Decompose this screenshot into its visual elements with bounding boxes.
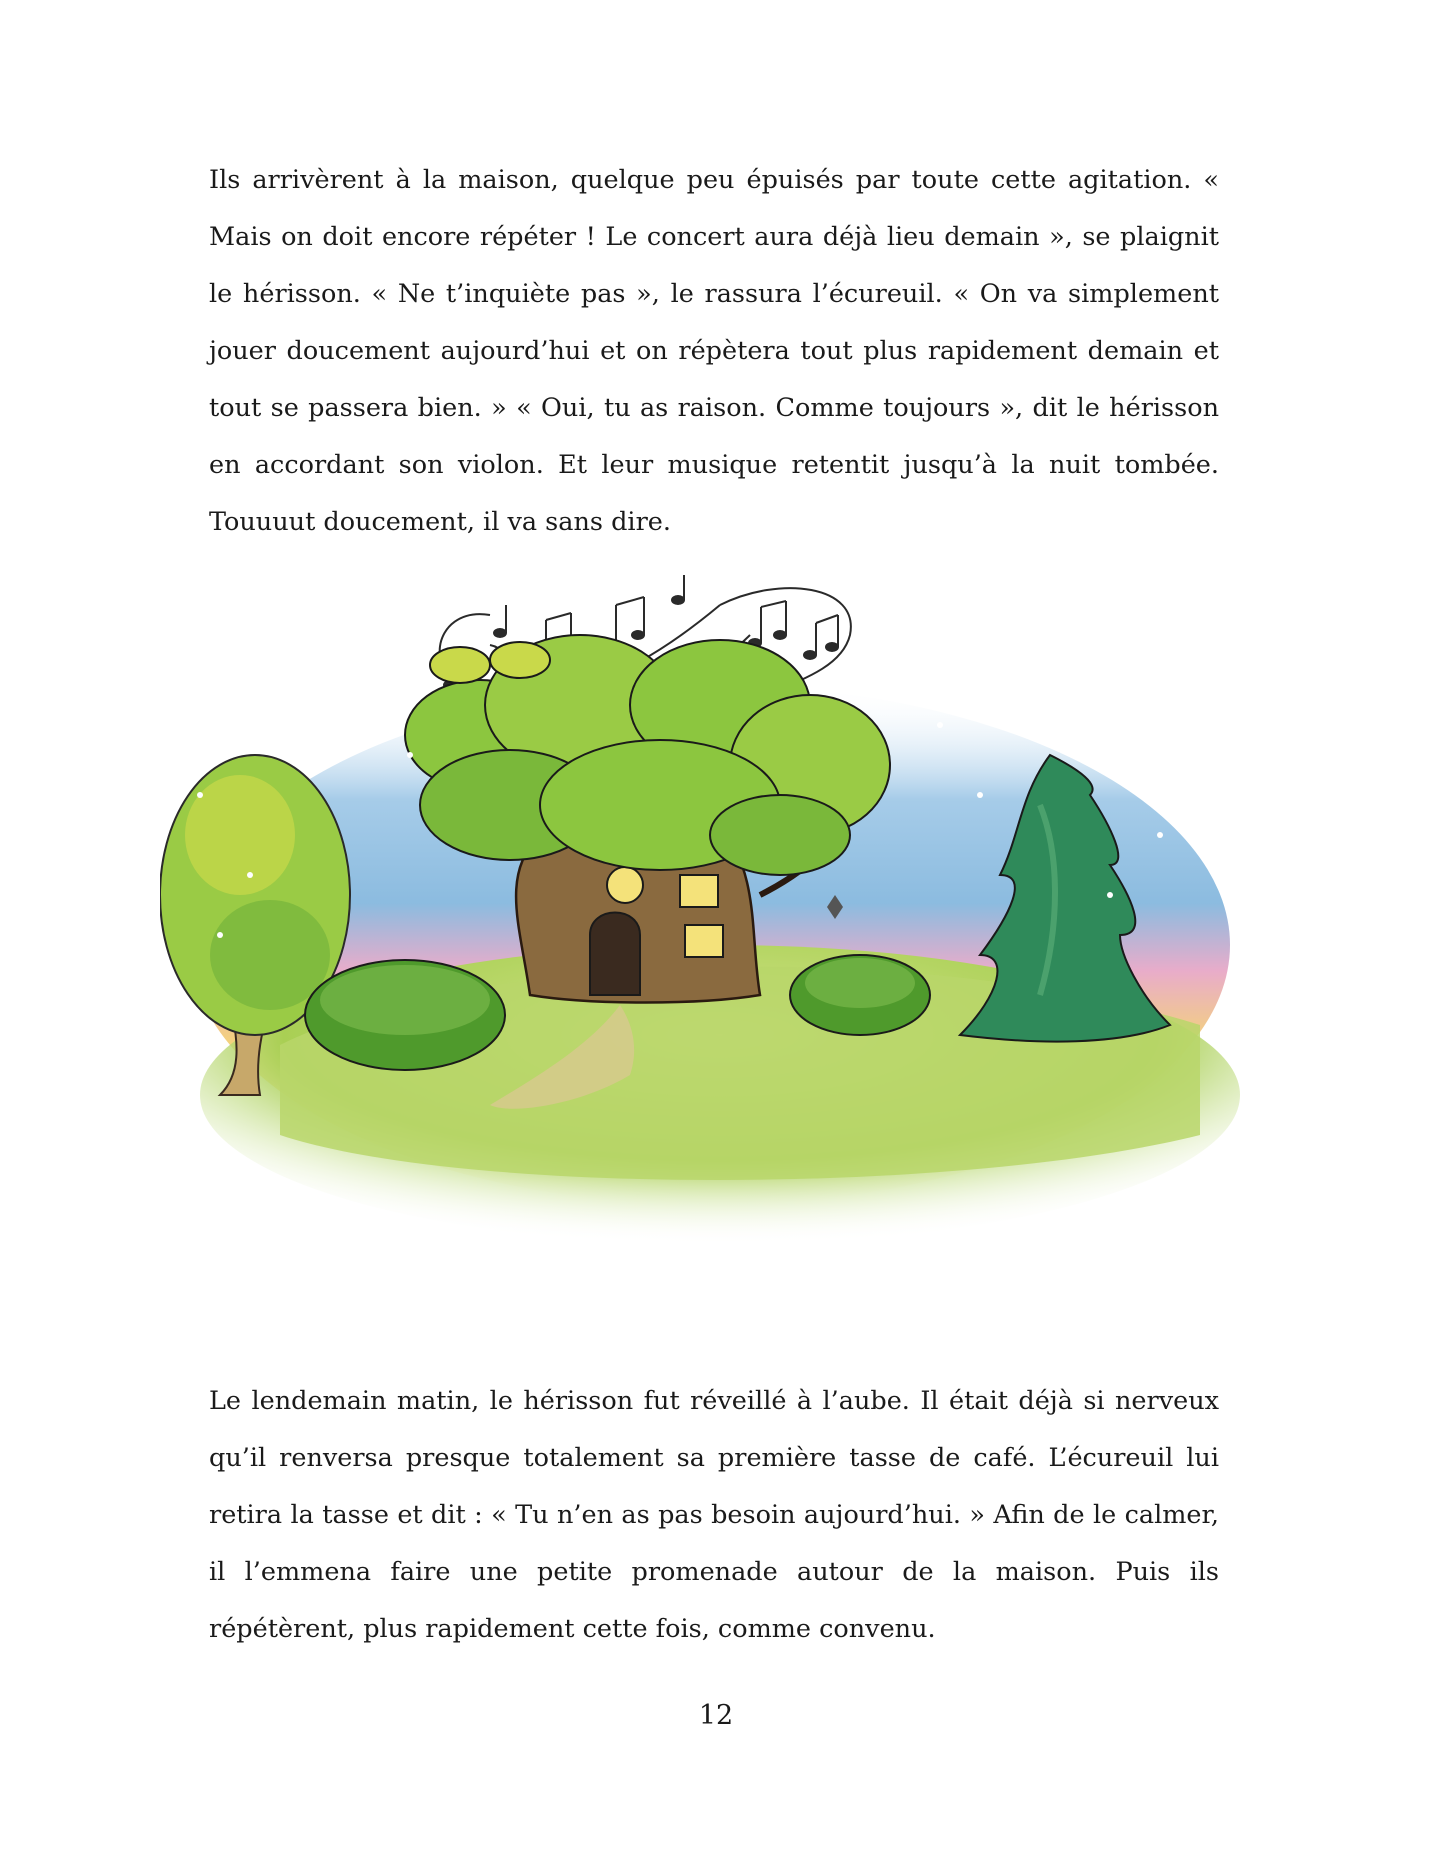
door [590,913,640,996]
square-window-bottom [685,925,723,957]
story-paragraph-bottom: Le lendemain matin, le hérisson fut réveillé à l’aube. Il était déjà si nerveux qu’il renversa presque totalement sa première tasse de café. L’écureuil lui retira la tasse et dit : « Tu n’en as pas besoin aujourd’hui. » Afin de le calmer, il l’emmena faire une petite promenade autour de la maison. Puis ils répétèrent, plus rapidement cette fois, comme convenu. [209,1386,1219,1644]
round-window [607,867,643,903]
story-paragraph-top: Ils arrivèrent à la maison, quelque peu épuisés par toute cette agitation. « Mais on doit encore répéter ! Le concert aura déjà lieu demain », se plaignit le hérisson. « Ne t’inquiète pas », le rassura l’écureuil. « On va simplement jouer doucement aujourd’hui et on répètera tout plus rapidement demain et tout se passera bien. » « Oui, tu as raison. Comme toujours », dit le hérisson en accordant son violon. Et leur musique retentit jusqu’à la nuit tombée. Touuuut doucement, il va sans dire. [209,165,1219,537]
tree-house-illustration [160,575,1260,1335]
page-number: 12 [698,1700,734,1731]
square-window-top [680,875,718,907]
